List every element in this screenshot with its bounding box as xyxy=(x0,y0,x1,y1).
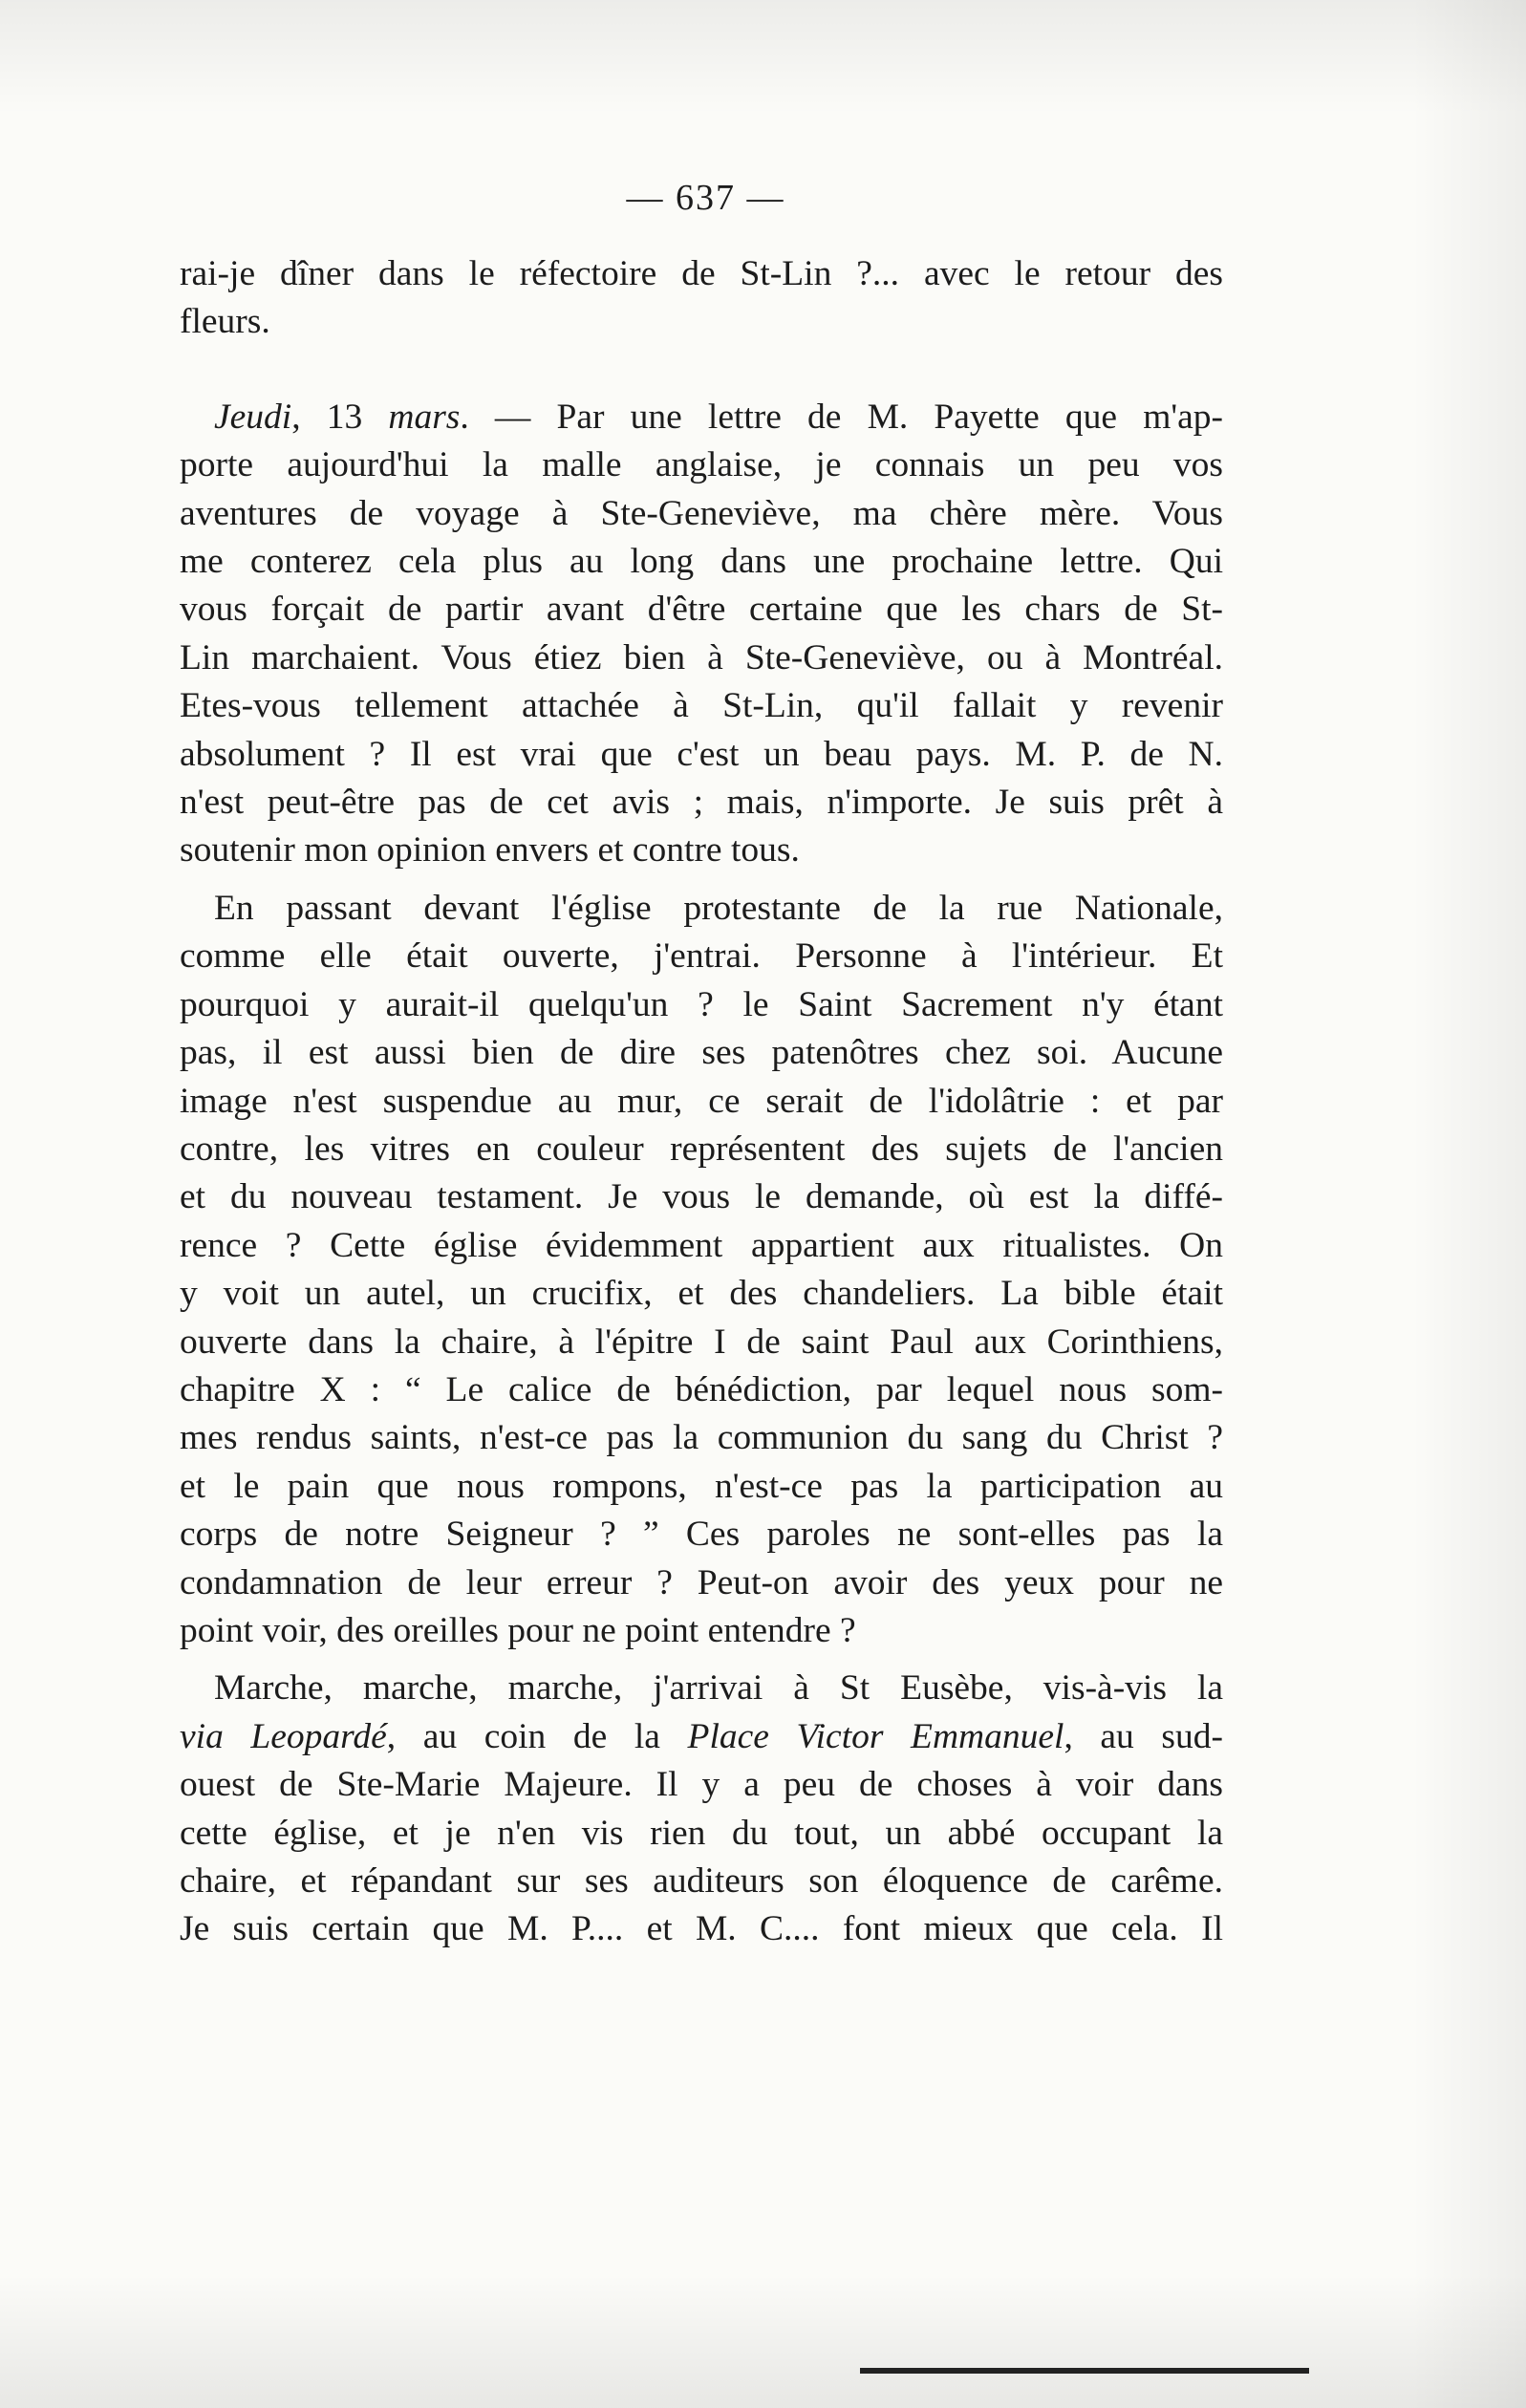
text-line: chaire, et répandant sur ses auditeurs son éloquence de carême. xyxy=(180,1861,1223,1901)
text-line: condamnation de leur erreur ? Peut-on avoir des yeux pour ne xyxy=(180,1562,1223,1602)
text-line: Marche, marche, marche, j'arrivai à St Eusèbe, vis-à-vis la xyxy=(214,1668,1223,1709)
text-line: et le pain que nous rompons, n'est-ce pas la participation au xyxy=(180,1466,1223,1506)
text-line: En passant devant l'église protestante de la rue Nationale, xyxy=(214,888,1223,928)
text-line: contre, les vitres en couleur représentent des sujets de l'ancien xyxy=(180,1129,1223,1169)
paragraph-1 xyxy=(180,250,1223,347)
paragraph-gap xyxy=(180,875,1223,885)
text-line: soutenir mon opinion envers et contre tous. xyxy=(180,830,800,871)
scan-shadow-right xyxy=(1411,0,1526,2408)
scan-shadow-bottom xyxy=(0,2274,1526,2408)
text-line: absolument ? Il est vrai que c'est un beau pays. M. P. de N. xyxy=(180,734,1223,774)
text-line: point voir, des oreilles pour ne point entendre ? xyxy=(180,1610,856,1650)
paragraph-2 xyxy=(180,394,1223,875)
text-line: me conterez cela plus au long dans une prochaine lettre. Qui xyxy=(180,542,1223,582)
text-line: rai-je dîner dans le réfectoire de St-Lin ?... avec le retour des xyxy=(180,254,1223,293)
text-line: vous forçait de partir avant d'être certaine que les chars de St- xyxy=(180,590,1223,630)
text-line: n'est peut-être pas de cet avis ; mais, n'importe. Je suis prêt à xyxy=(180,783,1223,823)
body-text xyxy=(180,250,1223,1954)
text-line: aventures de voyage à Ste-Geneviève, ma chère mère. Vous xyxy=(180,493,1223,533)
text-line: image n'est suspendue au mur, ce serait de l'idolâtrie : et par xyxy=(180,1081,1223,1121)
text-line: corps de notre Seigneur ? ” Ces paroles ne sont-elles pas la xyxy=(180,1515,1223,1555)
text-line: pourquoi y aurait-il quelqu'un ? le Saint Sacrement n'y étant xyxy=(180,984,1223,1024)
date-label: Jeudi xyxy=(214,397,292,437)
text-line: y voit un autel, un crucifix, et des chandeliers. La bible était xyxy=(180,1274,1223,1314)
text-line: et du nouveau testament. Je vous le demande, où est la diffé- xyxy=(180,1177,1223,1217)
text-line: Etes-vous tellement attachée à St-Lin, qu'il fallait y revenir xyxy=(180,686,1223,726)
text-line: fleurs. xyxy=(180,302,270,342)
text-line: comme elle était ouverte, j'entrai. Personne à l'intérieur. Et xyxy=(180,936,1223,977)
bottom-rule xyxy=(860,2368,1309,2374)
scan-shadow-top xyxy=(0,0,1526,115)
text-line-dated: Jeudi, 13 mars. — Par une lettre de M. Payette que m'ap- xyxy=(214,397,1224,437)
month-label: mars xyxy=(388,397,461,437)
text-line: ouest de Ste-Marie Majeure. Il y a peu de choses à voir dans xyxy=(180,1765,1223,1805)
paragraph-3 xyxy=(180,885,1223,1656)
text-line: ouverte dans la chaire, à l'épitre I de saint Paul aux Corinthiens, xyxy=(180,1322,1223,1362)
paragraph-4 xyxy=(180,1665,1223,1953)
text-line: mes rendus saints, n'est-ce pas la communion du sang du Christ ? xyxy=(180,1418,1223,1458)
paragraph-gap xyxy=(180,347,1223,394)
text-line: pas, il est aussi bien de dire ses patenôtres chez soi. Aucune xyxy=(180,1033,1223,1073)
square-name: Place Victor Emmanuel xyxy=(687,1716,1064,1756)
text-line: cette église, et je n'en vis rien du tout, un abbé occupant la xyxy=(180,1813,1223,1853)
paragraph-gap xyxy=(180,1655,1223,1665)
page-number: — 637 — xyxy=(626,178,785,218)
text-line: Je suis certain que M. P.... et M. C.... font mieux que cela. Il xyxy=(180,1909,1223,1949)
text-line: Lin marchaient. Vous étiez bien à Ste-Geneviève, ou à Montréal. xyxy=(180,637,1223,677)
text-line: rence ? Cette église évidemment appartient aux ritualistes. On xyxy=(180,1225,1223,1265)
text-line-italic-places: via Leopardé, au coin de la Place Victor Emmanuel, au sud- xyxy=(180,1716,1223,1756)
text-line: porte aujourd'hui la malle anglaise, je connais un peu vos xyxy=(180,445,1223,485)
street-name: via Leopardé xyxy=(180,1716,387,1756)
text-line: chapitre X : “ Le calice de bénédiction, par lequel nous som- xyxy=(180,1369,1223,1409)
